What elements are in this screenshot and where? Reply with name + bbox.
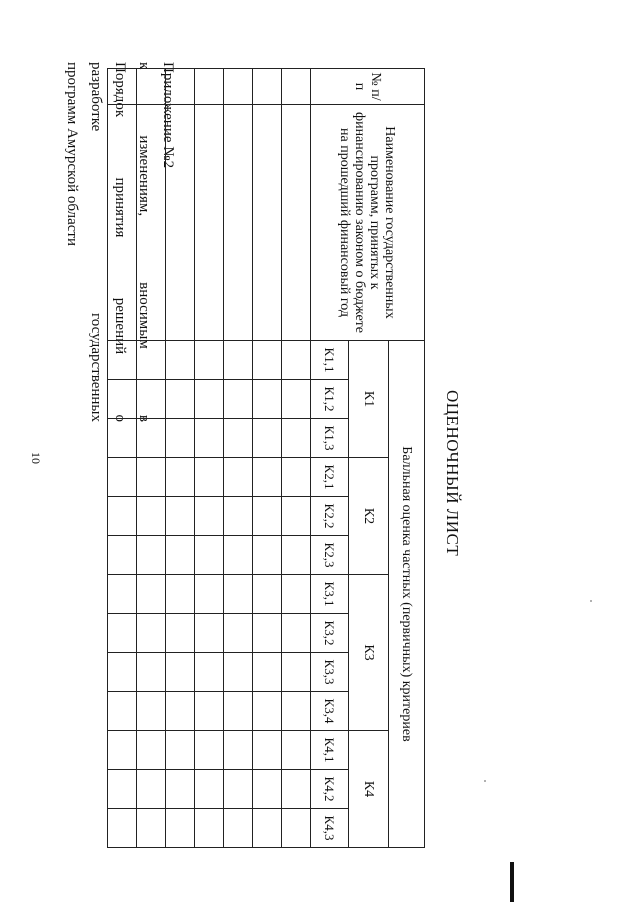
table-cell bbox=[166, 653, 195, 692]
table-cell bbox=[137, 419, 166, 458]
column-header-number: № п/п bbox=[311, 69, 425, 105]
table-cell bbox=[253, 458, 282, 497]
table-cell bbox=[195, 105, 224, 341]
table-cell bbox=[224, 575, 253, 614]
table-cell bbox=[137, 497, 166, 536]
table-cell bbox=[195, 770, 224, 809]
table-cell bbox=[224, 536, 253, 575]
table-cell bbox=[195, 692, 224, 731]
table-cell bbox=[253, 653, 282, 692]
criterion-header: К2,2 bbox=[311, 497, 349, 536]
table-cell bbox=[137, 692, 166, 731]
appendix-word: к bbox=[136, 62, 152, 70]
table-cell bbox=[282, 458, 311, 497]
table-cell bbox=[137, 536, 166, 575]
table-body bbox=[108, 69, 311, 848]
table-cell bbox=[195, 419, 224, 458]
table-cell bbox=[108, 575, 137, 614]
table-cell bbox=[108, 809, 137, 848]
table-cell bbox=[108, 69, 137, 105]
table-cell bbox=[195, 809, 224, 848]
criterion-header: К1,1 bbox=[311, 341, 349, 380]
table-cell bbox=[253, 419, 282, 458]
table-cell bbox=[224, 458, 253, 497]
table-cell bbox=[224, 692, 253, 731]
table-cell bbox=[224, 614, 253, 653]
criterion-header: К3,4 bbox=[311, 692, 349, 731]
table-cell bbox=[282, 380, 311, 419]
appendix-word: в bbox=[136, 414, 152, 422]
table-cell bbox=[282, 653, 311, 692]
table-cell bbox=[253, 770, 282, 809]
table-cell bbox=[253, 731, 282, 770]
table-cell bbox=[224, 653, 253, 692]
table-cell bbox=[195, 536, 224, 575]
table-cell bbox=[224, 380, 253, 419]
appendix-word: Порядок bbox=[112, 62, 128, 118]
table-cell bbox=[108, 536, 137, 575]
table-cell bbox=[195, 731, 224, 770]
table-cell bbox=[253, 497, 282, 536]
criterion-header: К3,3 bbox=[311, 653, 349, 692]
table-cell bbox=[282, 536, 311, 575]
table-cell bbox=[137, 69, 166, 105]
appendix-line-4: программ Амурской области bbox=[64, 62, 80, 246]
appendix-word: о bbox=[112, 414, 128, 422]
table-cell bbox=[282, 731, 311, 770]
group-header: К2 bbox=[349, 458, 389, 575]
table-cell bbox=[224, 105, 253, 341]
table-cell bbox=[253, 341, 282, 380]
table-cell bbox=[166, 809, 195, 848]
table-row bbox=[108, 69, 137, 848]
group-header: К4 bbox=[349, 731, 389, 848]
table-cell bbox=[224, 341, 253, 380]
table-cell bbox=[195, 497, 224, 536]
table-cell bbox=[253, 809, 282, 848]
appendix-word: государственных bbox=[88, 313, 104, 422]
table-row bbox=[195, 69, 224, 848]
column-header-criteria-score: Балльная оценка частных (первичных) критериев bbox=[389, 341, 425, 848]
criterion-header: К4,1 bbox=[311, 731, 349, 770]
table-cell bbox=[166, 105, 195, 341]
table-cell bbox=[108, 458, 137, 497]
table-cell bbox=[137, 341, 166, 380]
table-cell bbox=[166, 69, 195, 105]
table-cell bbox=[224, 497, 253, 536]
table-cell bbox=[166, 692, 195, 731]
table-cell bbox=[224, 770, 253, 809]
table-cell bbox=[195, 653, 224, 692]
appendix-word: решений bbox=[112, 297, 128, 355]
criterion-header: К2,1 bbox=[311, 458, 349, 497]
table-cell bbox=[166, 380, 195, 419]
criterion-header: К4,3 bbox=[311, 809, 349, 848]
table-cell bbox=[108, 105, 137, 341]
table-cell bbox=[137, 105, 166, 341]
table-cell bbox=[195, 458, 224, 497]
table-cell bbox=[166, 575, 195, 614]
table-cell bbox=[195, 380, 224, 419]
scan-speck bbox=[484, 780, 486, 782]
table-cell bbox=[282, 497, 311, 536]
appendix-word: разработке bbox=[88, 62, 104, 132]
table-cell bbox=[166, 536, 195, 575]
table-cell bbox=[282, 770, 311, 809]
appendix-word: вносимым bbox=[136, 282, 152, 349]
table-cell bbox=[253, 692, 282, 731]
document-title: ОЦЕНОЧНЫЙ ЛИСТ bbox=[443, 390, 462, 557]
table-cell bbox=[282, 809, 311, 848]
table-cell bbox=[166, 497, 195, 536]
table-cell bbox=[166, 341, 195, 380]
table-cell bbox=[137, 731, 166, 770]
table-cell bbox=[166, 458, 195, 497]
criterion-header: К4,2 bbox=[311, 770, 349, 809]
table-cell bbox=[108, 497, 137, 536]
table-cell bbox=[137, 380, 166, 419]
page-number: 10 bbox=[29, 452, 43, 464]
table-cell bbox=[253, 614, 282, 653]
table-cell bbox=[253, 105, 282, 341]
table-cell bbox=[108, 380, 137, 419]
table-cell bbox=[166, 614, 195, 653]
table-cell bbox=[108, 692, 137, 731]
appendix-word: изменениям, bbox=[136, 135, 152, 217]
table-cell bbox=[195, 575, 224, 614]
table-row bbox=[224, 69, 253, 848]
table-cell bbox=[253, 575, 282, 614]
table-cell bbox=[166, 419, 195, 458]
criterion-header: К2,3 bbox=[311, 536, 349, 575]
table-cell bbox=[108, 731, 137, 770]
table-row bbox=[282, 69, 311, 848]
table-cell bbox=[108, 614, 137, 653]
table-row bbox=[166, 69, 195, 848]
table-cell bbox=[108, 770, 137, 809]
table-cell bbox=[195, 614, 224, 653]
table-cell bbox=[282, 341, 311, 380]
evaluation-table bbox=[107, 68, 425, 848]
table-cell bbox=[137, 575, 166, 614]
criterion-header: К3,2 bbox=[311, 614, 349, 653]
table-cell bbox=[224, 69, 253, 105]
table-cell bbox=[137, 809, 166, 848]
table-cell bbox=[166, 770, 195, 809]
table-cell bbox=[282, 575, 311, 614]
criterion-header: К1,3 bbox=[311, 419, 349, 458]
table-cell bbox=[108, 341, 137, 380]
table-cell bbox=[282, 692, 311, 731]
table-cell bbox=[282, 614, 311, 653]
table-cell bbox=[108, 653, 137, 692]
table-cell bbox=[137, 653, 166, 692]
table-cell bbox=[195, 341, 224, 380]
table-cell bbox=[224, 809, 253, 848]
group-header: К3 bbox=[349, 575, 389, 731]
scan-speck bbox=[590, 600, 592, 602]
table-cell bbox=[282, 105, 311, 341]
table-cell bbox=[137, 458, 166, 497]
criterion-header: К1,2 bbox=[311, 380, 349, 419]
table-cell bbox=[282, 419, 311, 458]
table-cell bbox=[224, 419, 253, 458]
column-header-program-name: Наименование государственных программ, принятых к финансированию законом о бюджете на прошедший финансовый год bbox=[311, 105, 425, 341]
table-row bbox=[137, 69, 166, 848]
table-row bbox=[253, 69, 282, 848]
margin-mark bbox=[510, 862, 514, 902]
table-cell bbox=[137, 614, 166, 653]
table-cell bbox=[108, 419, 137, 458]
table-cell bbox=[195, 69, 224, 105]
table-cell bbox=[253, 380, 282, 419]
table-cell bbox=[282, 69, 311, 105]
appendix-title: Приложение №2 bbox=[160, 62, 176, 169]
table-cell bbox=[166, 731, 195, 770]
appendix-word: принятия bbox=[112, 177, 128, 238]
group-header: К1 bbox=[349, 341, 389, 458]
table-cell bbox=[253, 536, 282, 575]
appendix-line-3 bbox=[84, 62, 108, 422]
table-cell bbox=[253, 69, 282, 105]
table-cell bbox=[137, 770, 166, 809]
table-cell bbox=[224, 731, 253, 770]
criterion-header: К3,1 bbox=[311, 575, 349, 614]
